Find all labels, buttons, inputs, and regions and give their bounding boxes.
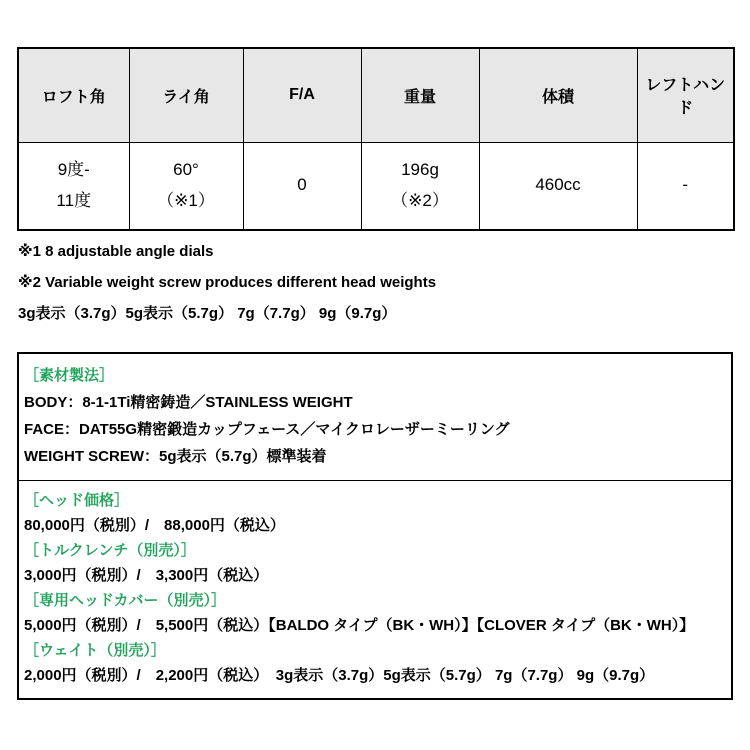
spec-value-fa: [243, 142, 361, 230]
spec-table-header-row: [18, 48, 734, 142]
prices-section: [19, 481, 731, 698]
head-price-label: ［ヘッド価格］: [24, 492, 130, 509]
spec-value-line: 11度: [56, 190, 92, 210]
spec-header-left-hand: レフトハンド: [637, 48, 734, 142]
weight-option-value: 2,000円（税別）/ 2,200円（税込） 3g表示（3.7g）5g表示（5.7g） 7g（7.7g） 9g（9.7g）: [24, 667, 655, 684]
footnotes: [18, 242, 734, 335]
spec-header-weight: 重量: [361, 48, 479, 142]
materials-section-label: ［素材製法］: [24, 367, 115, 384]
footnote-1: ※1 8 adjustable angle dials: [18, 243, 214, 260]
spec-table-value-row: [18, 142, 734, 230]
spec-value-left-hand: [637, 142, 734, 230]
spec-value-line: （※1）: [157, 190, 215, 210]
spec-header-fa: F/A: [243, 48, 361, 142]
material-line-face: FACE：DAT55G精密鍛造カップフェース／マイクロレーザーミーリング: [24, 421, 510, 438]
head-cover-label: ［専用ヘッドカバー（別売）］: [24, 592, 227, 609]
weight-option-label: ［ウェイト（別売）］: [24, 642, 166, 659]
material-line-weight-screw: WEIGHT SCREW：5g表示（5.7g）標準装着: [24, 448, 327, 465]
spec-header-volume: 体積: [479, 48, 637, 142]
material-line-body: BODY：8-1-1Ti精密鋳造／STAINLESS WEIGHT: [24, 394, 353, 411]
spec-value-line: -: [682, 175, 689, 195]
materials-section: [19, 354, 731, 481]
detail-box: [17, 352, 733, 700]
spec-value-weight: [361, 142, 479, 230]
spec-value-line: 196g: [401, 160, 439, 180]
head-cover-value: 5,000円（税別）/ 5,500円（税込）【BALDO タイプ（BK・WH）】【CLOVER タイプ（BK・WH）】: [24, 617, 695, 634]
spec-value-line: 9度-: [57, 160, 90, 180]
spec-value-volume: [479, 142, 637, 230]
torque-wrench-value: 3,000円（税別）/ 3,300円（税込）: [24, 567, 269, 584]
spec-value-line: （※2）: [391, 190, 449, 210]
spec-header-lie-angle: ライ角: [129, 48, 243, 142]
spec-header-loft-angle: ロフト角: [18, 48, 129, 142]
footnote-2: ※2 Variable weight screw produces different head weights: [18, 274, 437, 291]
spec-value-line: 60°: [173, 160, 199, 180]
torque-wrench-label: ［トルクレンチ（別売）］: [24, 542, 196, 559]
footnote-weights: 3g表示（3.7g）5g表示（5.7g） 7g（7.7g） 9g（9.7g）: [18, 305, 397, 322]
spec-value-line: 460cc: [535, 175, 581, 195]
head-price-value: 80,000円（税別）/ 88,000円（税込）: [24, 517, 285, 534]
spec-value-loft-angle: [18, 142, 129, 230]
spec-value-line: 0: [297, 175, 307, 195]
spec-value-lie-angle: [129, 142, 243, 230]
spec-table: [17, 47, 735, 231]
